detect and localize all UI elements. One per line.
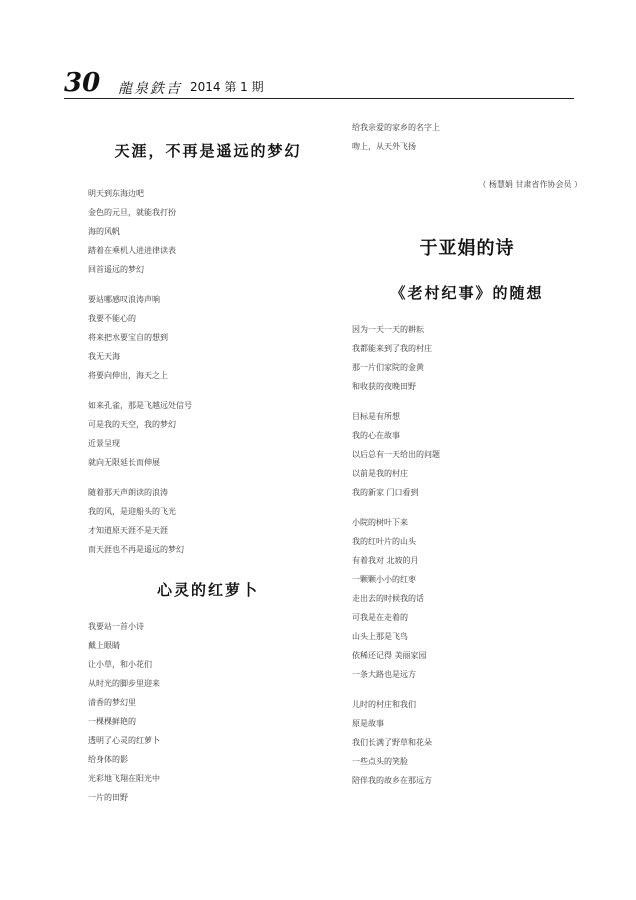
- poem-title: 《老村纪事》的随想: [390, 284, 544, 302]
- poem-line: 透明了心灵的红萝卜: [88, 736, 160, 745]
- poem-line: 随着那天声朗读的浪涛: [88, 488, 168, 497]
- author-note: （ 杨慧娟 甘肃省作协会员 ）: [478, 180, 582, 189]
- issue-label: 2014 第 1 期: [190, 80, 264, 94]
- poem-line: 一些点头的笑脸: [352, 757, 408, 766]
- poem-line: 要站哪感叹浪涛声响: [88, 295, 160, 304]
- poem-line: 我的红叶片的山头: [352, 537, 416, 546]
- poem-stanza: [88, 184, 328, 279]
- poem-stanza: [88, 290, 328, 385]
- poet-name: 于亚娟的诗: [419, 238, 515, 259]
- poem-stanza: [352, 320, 582, 396]
- poem-line: 给我亲爱的家乡的名字上: [352, 123, 440, 132]
- poem-stanza: [352, 118, 582, 156]
- poem-line: 我无天海: [88, 352, 120, 361]
- poem-stanza: [352, 513, 582, 684]
- poem-line: 如来孔雀，那是飞越远处信号: [88, 401, 192, 410]
- poem-line: 吻上，从天外飞扬: [352, 142, 416, 151]
- page-number: 30: [64, 68, 101, 98]
- poem-line: 从时光的脚步里迎来: [88, 679, 160, 688]
- page-header: [64, 70, 574, 102]
- poem-line: 明天到东海边吧: [88, 189, 144, 198]
- poem-line: 一片的田野: [88, 793, 128, 802]
- poem-stanza: [352, 407, 582, 502]
- poem-line: 以后总有一天给出的问题: [352, 450, 440, 459]
- poem-line: 一条大路也是远方: [352, 670, 416, 679]
- poem-line: 我都能来到了我的村庄: [352, 344, 432, 353]
- poem-line: 因为一天一天的耕耘: [352, 325, 424, 334]
- poem-line: 那一片们家院的金黄: [352, 363, 424, 372]
- poem-line: 我的心在故事: [352, 431, 400, 440]
- poem-line: 才知道原天涯不是天涯: [88, 526, 168, 535]
- poem-line: 我的风，是迎船头的飞光: [88, 507, 176, 516]
- poem-line: 给身体的影: [88, 755, 128, 764]
- poem-line: 我们长满了野草和花朵: [352, 738, 432, 747]
- poem-stanza: [352, 695, 582, 790]
- poem-line: 戴上眼睛: [88, 641, 120, 650]
- poem-line: 目标是有所想: [352, 412, 400, 421]
- poem-line: 清香的梦幻里: [88, 698, 136, 707]
- magazine-name: 龍泉鉄吉: [118, 81, 182, 97]
- right-column: [352, 118, 582, 790]
- poem-line: 将来把水要宝自的想到: [88, 333, 168, 342]
- poem-title: 天涯，不再是遥远的梦幻: [114, 142, 302, 160]
- poem-line: 金色的元旦，就能我打扮: [88, 208, 176, 217]
- poem-line: 小院的树叶下来: [352, 518, 408, 527]
- poem-line: 以前是我的村庄: [352, 469, 408, 478]
- poem-line: 依稀还记得 美丽家园: [352, 651, 427, 660]
- poem-line: 有着我对 北坡的月: [352, 556, 419, 565]
- poem-line: 近景呈现: [88, 439, 120, 448]
- poem-line: 一颗颗小小的红枣: [352, 575, 416, 584]
- poem-line: 让小草，和小花们: [88, 660, 152, 669]
- poem-stanza: [88, 617, 328, 807]
- left-column: [88, 138, 328, 807]
- poem-line: 踏着在乘机人进进律读表: [88, 246, 176, 255]
- poem-line: 我要不能心的: [88, 314, 136, 323]
- poem-line: 就向无限延长而伸展: [88, 458, 160, 467]
- poem-line: 儿时的村庄和我们: [352, 700, 416, 709]
- poem-line: 而天涯也不再是遥远的梦幻: [88, 545, 184, 554]
- poem-title: 心灵的红萝卜: [156, 581, 259, 599]
- poem-line: 可我是在走着的: [352, 613, 408, 622]
- poem-line: 将要向伸出，海天之上: [88, 371, 168, 380]
- poem-stanza: [88, 483, 328, 559]
- poem-line: 我的新家 门口看到: [352, 488, 419, 497]
- poem-line: 山头上那是飞鸟: [352, 632, 408, 641]
- poem-line: 我要站一首小诗: [88, 622, 144, 631]
- poem-line: 走出去的时候我的话: [352, 594, 424, 603]
- poem-line: 和收获的夜晚田野: [352, 382, 416, 391]
- poem-stanza: [88, 396, 328, 472]
- poem-line: 光彩地飞翔在阳光中: [88, 774, 160, 783]
- poem-line: 海的风帆: [88, 227, 120, 236]
- poem-line: 可是我的天空，我的梦幻: [88, 420, 176, 429]
- header-rule: [64, 98, 574, 99]
- poem-line: 一棵棵鲜艳的: [88, 717, 136, 726]
- poem-line: 陪伴我的故乡在那远方: [352, 776, 432, 785]
- poem-line: 原是故事: [352, 719, 384, 728]
- poem-line: 回首遥远的梦幻: [88, 265, 144, 274]
